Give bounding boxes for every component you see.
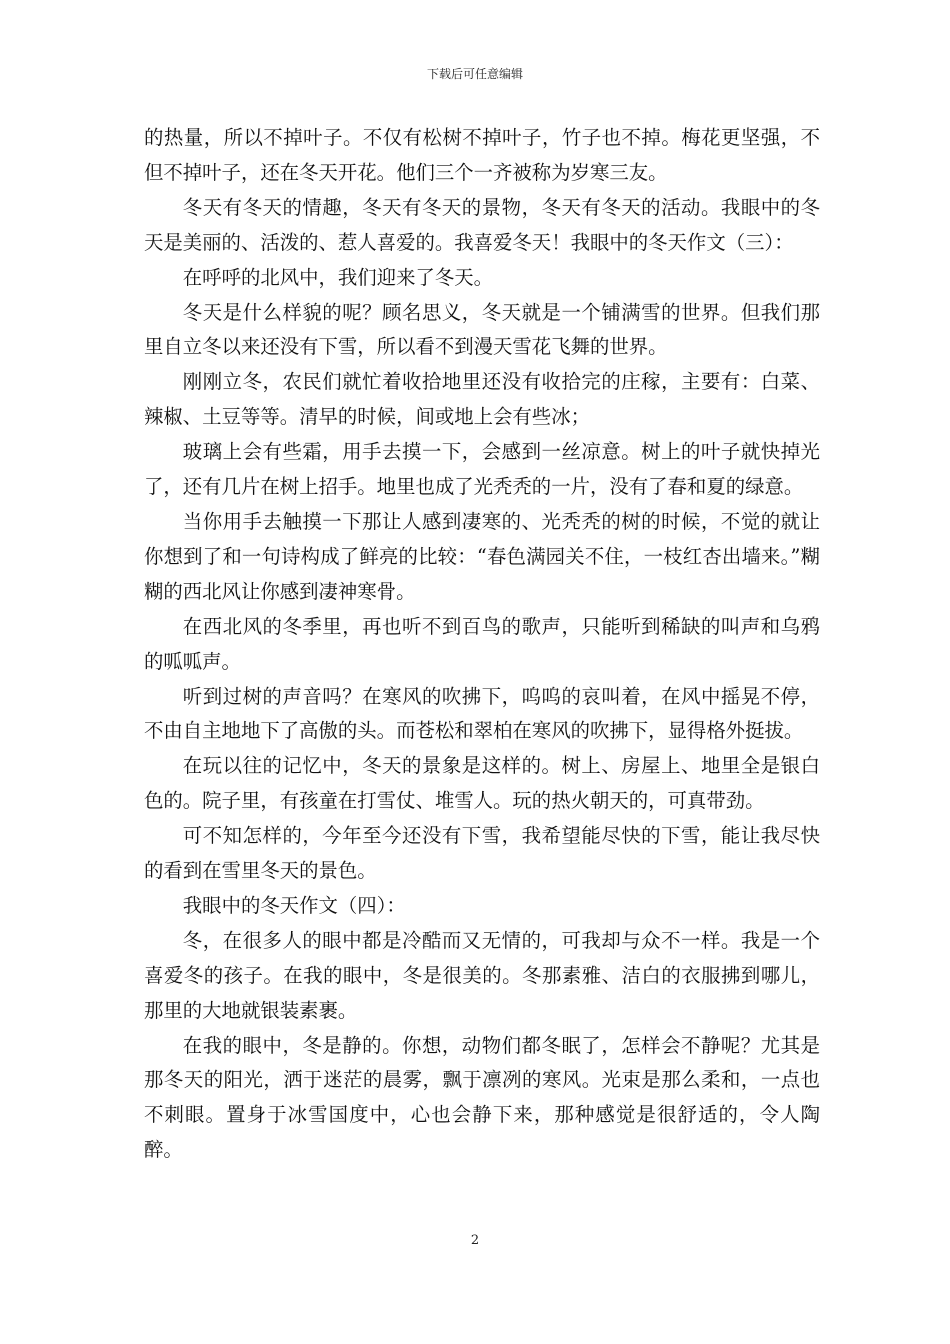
paragraph: 的热量，所以不掉叶子。不仅有松树不掉叶子，竹子也不掉。梅花更坚强，不但不掉叶子，还在冬天开花。他们三个一齐被称为岁寒三友。	[144, 126, 820, 184]
paragraph: 玻璃上会有些霜，用手去摸一下，会感到一丝凉意。树上的叶子就快掉光了，还有几片在树上招手。地里也成了光秃秃的一片，没有了春和夏的绿意。	[144, 440, 820, 499]
paragraph: 在呼呼的北风中，我们迎来了冬天。	[182, 265, 494, 289]
paragraph: 在西北风的冬季里，再也听不到百鸟的歌声，只能听到稀缺的叫声和乌鸦的呱呱声。	[144, 614, 820, 673]
document-body	[144, 121, 820, 1168]
page-number: 2	[470, 1233, 480, 1248]
page-header: 下载后可任意编辑	[426, 67, 523, 81]
paragraph: 听到过树的声音吗？在寒风的吹拂下，呜呜的哀叫着，在风中摇晃不停，不由自主地地下了高傲的头。而苍松和翠柏在寒风的吹拂下，显得格外挺拔。	[144, 684, 820, 743]
paragraph: 当你用手去触摸一下那让人感到凄寒的、光秃秃的树的时候，不觉的就让你想到了和一句诗构成了鲜亮的比较：“春色满园关不住，一枝红杏出墙来。”糊糊的西北风让你感到凄神寒骨。	[144, 509, 820, 603]
paragraph: 冬天是什么样貌的呢？顾名思义，冬天就是一个铺满雪的世界。但我们那里自立冬以来还没有下雪，所以看不到漫天雪花飞舞的世界。	[144, 300, 820, 359]
paragraph: 可不知怎样的，今年至今还没有下雪，我希望能尽快的下雪，能让我尽快的看到在雪里冬天的景色。	[144, 824, 820, 883]
paragraph: 冬，在很多人的眼中都是冷酷而又无情的，可我却与众不一样。我是一个喜爱冬的孩子。在我的眼中，冬是很美的。冬那素雅、洁白的衣服拂到哪儿，那里的大地就银装素裹。	[144, 928, 820, 1022]
section-heading: 我眼中的冬天作文（四）：	[182, 893, 406, 917]
paragraph: 在玩以往的记忆中，冬天的景象是这样的。树上、房屋上、地里全是银白色的。院子里，有孩童在打雪仗、堆雪人。玩的热火朝天的，可真带劲。	[144, 754, 820, 813]
paragraph: 冬天有冬天的情趣，冬天有冬天的景物，冬天有冬天的活动。我眼中的冬天是美丽的、活泼的、惹人喜爱的。我喜爱冬天！我眼中的冬天作文（三）：	[144, 195, 820, 254]
paragraph: 在我的眼中，冬是静的。你想，动物们都冬眠了，怎样会不静呢？尤其是那冬天的阳光，洒于迷茫的晨雾，飘于凛冽的寒风。光束是那么柔和，一点也不刺眼。置身于冰雪国度中，心也会静下来，那种感觉是很舒适的，令人陶醉。	[144, 1033, 820, 1162]
paragraph: 刚刚立冬，农民们就忙着收拾地里还没有收拾完的庄稼，主要有：白菜、辣椒、土豆等等。清早的时候，间或地上会有些冰；	[144, 370, 820, 429]
